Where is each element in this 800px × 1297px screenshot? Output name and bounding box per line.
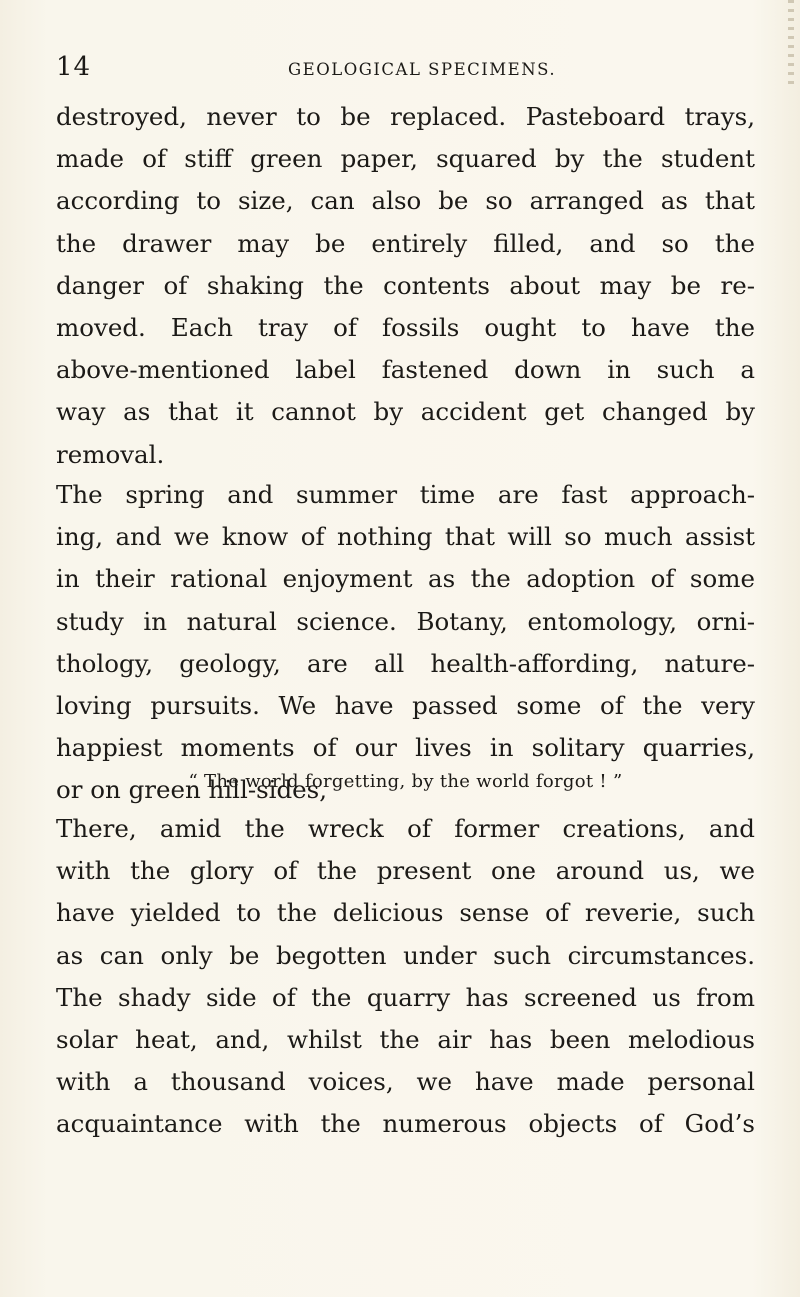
text-line: There, amid the wreck of former creations, and [56, 814, 755, 843]
text-line: The spring and summer time are fast approach- [56, 480, 755, 509]
running-head: GEOLOGICAL SPECIMENS. [288, 60, 557, 79]
text-line: as can only be begotten under such circumstances. [56, 940, 755, 970]
text-line: or on green hill-sides, [56, 775, 328, 805]
text-line: removal. [56, 439, 165, 469]
text-line: with a thousand voices, we have made personal [56, 1067, 755, 1097]
text-line: with the glory of the present one around us, we [56, 856, 755, 886]
page-number: 14 [56, 52, 92, 82]
text-line: way as that it cannot by accident get changed by [56, 397, 755, 427]
paragraph-3 [56, 808, 755, 1146]
text-line: loving pursuits. We have passed some of the very [56, 690, 755, 720]
text-line: according to size, can also be so arranged as that [56, 186, 755, 216]
text-line: have yielded to the delicious sense of reverie, such [56, 898, 755, 928]
text-line: destroyed, never to be replaced. Pasteboard trays, [56, 102, 755, 131]
text-line: ing, and we know of nothing that will so much assist [56, 522, 755, 552]
text-line: acquaintance with the numerous objects of God’s [56, 1109, 755, 1139]
page-header [56, 52, 756, 92]
text-line: study in natural science. Botany, entomology, orni- [56, 606, 755, 636]
paragraph-1 [56, 96, 755, 476]
text-line: happiest moments of our lives in solitary quarries, [56, 733, 755, 763]
text-line: danger of shaking the contents about may be re- [56, 270, 755, 300]
text-line: The shady side of the quarry has screened us from [56, 982, 755, 1012]
page-edge-mark [788, 0, 794, 90]
text-line: solar heat, and, whilst the air has been melodious [56, 1024, 755, 1054]
paragraph-2 [56, 474, 755, 812]
text-line: thology, geology, are all health-affording, nature- [56, 648, 755, 678]
text-line: made of stiff green paper, squared by the student [56, 144, 755, 174]
text-line: moved. Each tray of fossils ought to have the [56, 312, 755, 342]
text-line: the drawer may be entirely filled, and so the [56, 228, 755, 258]
text-line: above-mentioned label fastened down in such a [56, 355, 755, 385]
block-quote: “ The world forgetting, by the world forgot ! ” [188, 771, 623, 792]
text-line: in their rational enjoyment as the adoption of some [56, 564, 755, 594]
